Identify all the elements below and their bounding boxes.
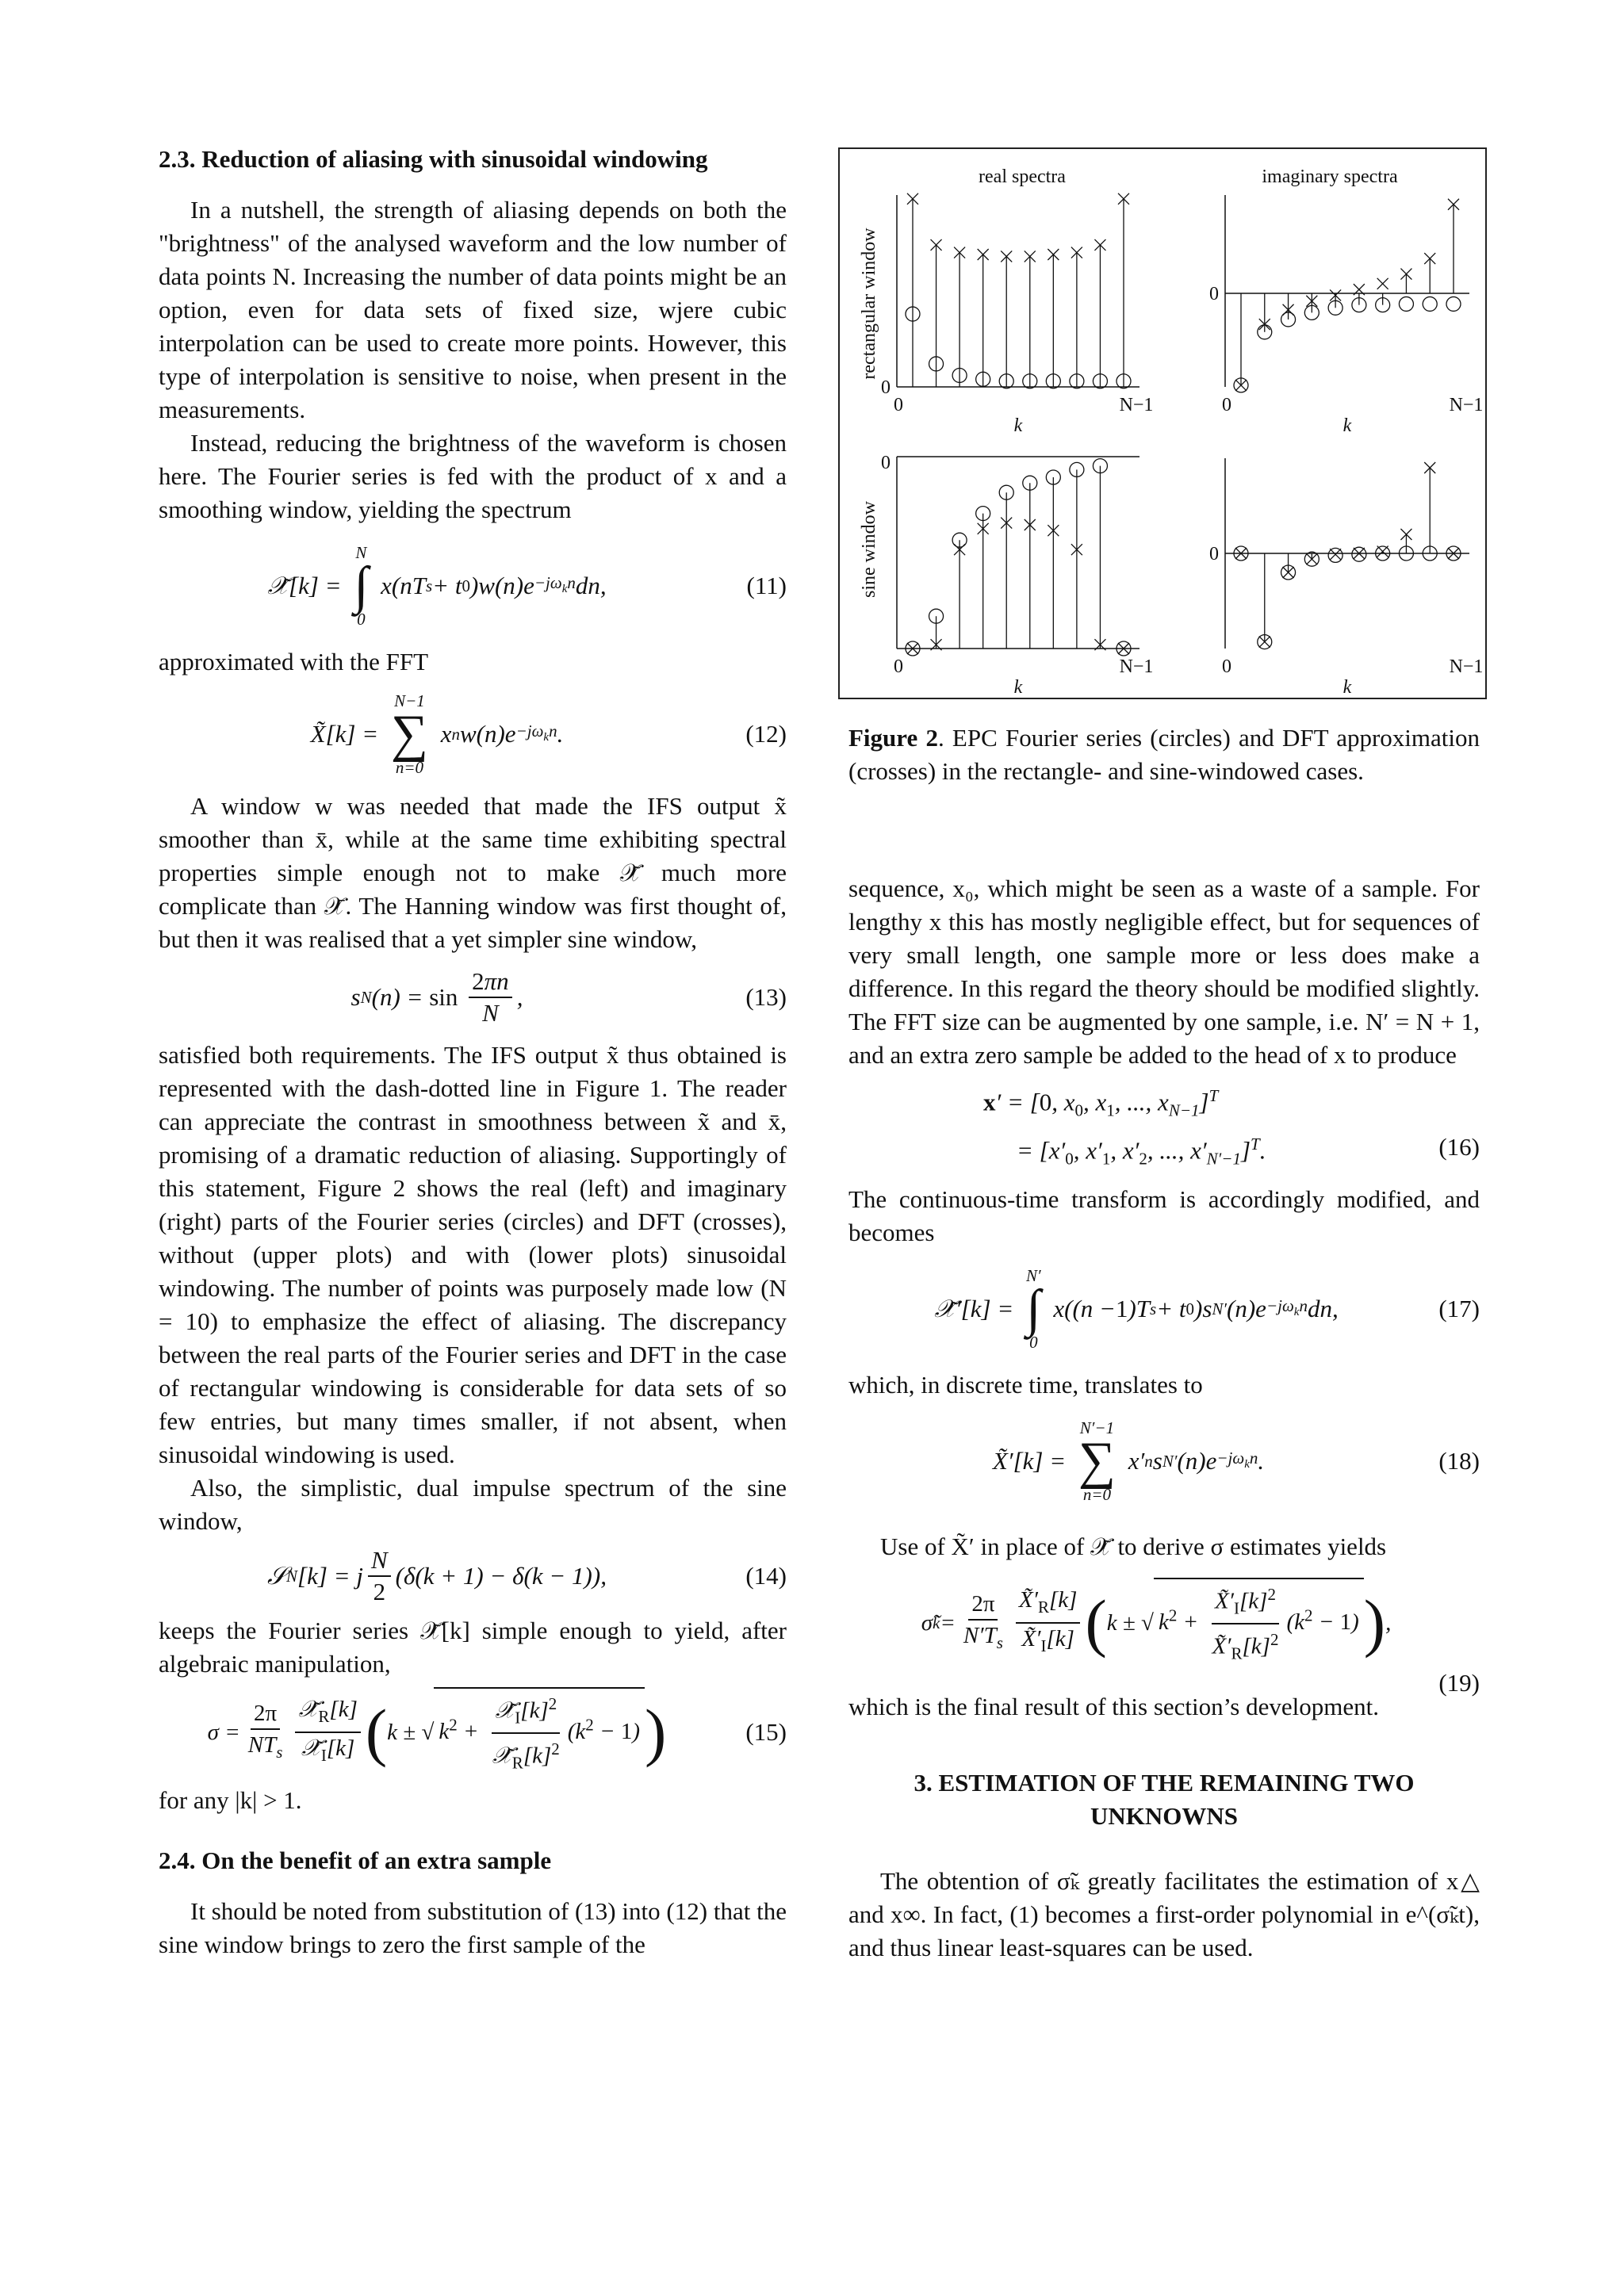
x-tick-label-end: N−1 — [1449, 395, 1484, 415]
x-tick-label-start: 0 — [894, 656, 903, 677]
equation-number: (19) — [1438, 1669, 1480, 1697]
paragraph: Also, the simplistic, dual impulse spectrum of the sine window, — [159, 1474, 787, 1535]
paragraph: satisfied both requirements. The IFS output x̃ thus obtained is represented with the dash-dotted line in Figure 1. The reader can appreciate the contrast in smoothness between x̃ and x̄, promising of a dramatic reduction of aliasing. Supportingly of this statement, Figure 2 shows the real (left) and imaginary (right) parts of the Fourier series (circles) and DFT (crosses), without (upper plots) and with (lower plots) sinusoidal windowing. The number of points was purposely made low (N = 10) to emphasize the effect of aliasing. The discrepancy between the real parts of the Fourier series and DFT in the case of rectangular windowing is considerable for data sets of so few entries, but many times smaller, if not absent, when sinusoidal windowing is used. — [159, 1041, 787, 1468]
paragraph: The obtention of σ̃ₖ greatly facilitates the estimation of x△ and x∞. In fact, (1) becomes a first-order polynomial in e^(σ̃ₖt), and thus linear least-squares can be used. — [848, 1867, 1480, 1961]
equation-number: (16) — [1438, 1133, 1480, 1161]
equation-17: 𝒳̃′[k] = N′ ∫ 0 x((n − 1 )T s + t 0 )s N′ (n)e $-j\omega_kn$ dn, (17) — [934, 1266, 1480, 1352]
figure-2 — [838, 147, 1487, 699]
plot-panels — [881, 193, 1483, 698]
caption-label: Figure 2 — [848, 724, 938, 752]
section-3-heading: 3. ESTIMATION OF THE REMAINING TWO UNKNOWNS — [914, 1769, 1415, 1830]
equation-number: (17) — [1438, 1295, 1480, 1322]
x-axis-label: k — [1342, 677, 1352, 698]
y-zero-label: 0 — [881, 453, 891, 473]
cross-marker — [1377, 278, 1388, 289]
x-axis-label: k — [1342, 415, 1352, 436]
x-tick-label-end: N−1 — [1449, 656, 1484, 677]
caption-text: . EPC Fourier series (circles) and DFT approximation (crosses) in the rectangle- and sine-windowed cases. — [848, 724, 1480, 785]
equation-18: X̃′[k] = N′−1 ∑ n=0 x′ n s N′ (n)e $-j\omega_kn$ . (18) — [992, 1418, 1480, 1504]
cross-marker — [1377, 546, 1388, 557]
x-tick-label-start: 0 — [1222, 656, 1231, 677]
paragraph: It should be noted from substitution of (13) into (12) that the sine window brings to zero the first sample of the — [159, 1897, 787, 1958]
x-axis-label: k — [1013, 677, 1023, 698]
y-zero-label: 0 — [1209, 284, 1219, 304]
y-zero-label: 0 — [881, 377, 891, 398]
paragraph: The continuous-time transform is accordingly modified, and becomes — [848, 1185, 1480, 1246]
paragraph: for any |k| > 1. — [159, 1786, 302, 1814]
cross-marker — [1330, 549, 1341, 560]
paragraph: Instead, reducing the brightness of the waveform is chosen here. The Fourier series is fed with the product of x and a smoothing window, yielding the spectrum — [159, 429, 787, 523]
paragraph: keeps the Fourier series 𝒳̃[k] simple enough to yield, after algebraic manipulation, — [159, 1617, 787, 1678]
equation-19: σ̃ k = $\frac{2\pi}{N'T_s}$ $\frac{X̃'_R[k]}{X̃'_I[k]}$ ( k ± √ $k^2$ + $\frac{X̃'_I[k]^2}{X̃'_R[k]^2}$ $(k^2 - 1)$ ) , (19) — [848, 1563, 1480, 1682]
paragraph: Use of X̃′ in place of 𝒳̃ to derive σ estimates yields — [880, 1533, 1387, 1560]
equation-14: 𝒮 N [k] = j $\frac{N}{2}$ (δ(k + 1) − δ(k − 1)), (14) — [267, 1546, 787, 1605]
paragraph: A window w was needed that made the IFS output x̃ smoother than x̄, while at the same time exhibiting spectral properties simple enough not to make 𝒳̃ much more complicate than 𝒳̄. The Hanning window was first thought of, but then it was realised that a yet simpler sine window, — [159, 792, 787, 953]
x-axis-label: k — [1013, 415, 1023, 436]
row-label-sine: sine window — [859, 501, 879, 598]
section-2-4-heading: 2.4. On the benefit of an extra sample — [159, 1846, 552, 1874]
figure-2-plots — [840, 149, 1485, 698]
equation-number: (13) — [745, 983, 787, 1011]
paragraph: In a nutshell, the strength of aliasing depends on both the "brightness" of the analysed waveform and the low number of data points N. Increasing the number of data points might be an option, even for data sets of fixed size, wjere cubic interpolation can be used to create more points. However, this type of interpolation is sensitive to noise, when present in the measurements. — [159, 196, 787, 423]
row-label-rectangular: rectangular window — [859, 228, 879, 380]
equation-11: 𝒳̃[k] = N ∫ 0 x(nT s + t 0 )w(n)e $-j\omega_kn$ dn, (11) — [267, 543, 787, 629]
equation-number: (18) — [1438, 1447, 1480, 1475]
section-2-3-heading: 2.3. Reduction of aliasing with sinusoidal windowing — [159, 145, 708, 173]
equation-15: σ = $\frac{2\pi}{NT_s}$ $\frac{𝒳̃_R[k]}{𝒳̃_I[k]}$ ( k ± √ $k^2$ + $\frac{𝒳̃_I[k]^2}{𝒳̃_R[k]^2}$ $(k^2 - 1)$ ) (15) — [159, 1681, 787, 1784]
paragraph: which is the final result of this section’s development. — [848, 1693, 1379, 1720]
col-title-imaginary: imaginary spectra — [1262, 166, 1398, 187]
x-tick-label-start: 0 — [894, 395, 903, 415]
equation-number: (15) — [745, 1718, 787, 1746]
paragraph: sequence, x₀, which might be seen as a waste of a sample. For lengthy x this has mostly negligible effect, but for sequences of very small length, one sample more or less does make a difference. In this regard the theory should be modified slightly. The FFT size can be augmented by one sample, i.e. N′ = N + 1, and an extra zero sample be added to the head of x to produce — [848, 874, 1480, 1069]
col-title-real: real spectra — [979, 166, 1066, 187]
x-tick-label-start: 0 — [1222, 395, 1231, 415]
y-zero-label: 0 — [1209, 544, 1219, 564]
left-column — [159, 143, 787, 1961]
x-tick-label-end: N−1 — [1119, 656, 1154, 677]
circle-marker — [1446, 297, 1461, 311]
equation-number: (12) — [745, 720, 787, 748]
figure-2-caption — [848, 721, 1480, 788]
equation-number: (14) — [745, 1562, 787, 1590]
right-column — [848, 872, 1480, 1965]
equation-number: (11) — [746, 572, 787, 599]
equation-16: x′ = [0, $x_0$, $x_1$, ..., $x_{N-1}]^T$ = [$x'_0$, $x'_1$, $x'_2$, ..., $x'_{N'-1}]^T$. (16) — [983, 1086, 1480, 1169]
circle-marker — [1399, 297, 1413, 311]
equation-12: X̃[k] = N−1 ∑ n=0 x n w(n)e $-j\omega_kn$ . (12) — [310, 691, 787, 777]
circle-marker — [1423, 297, 1437, 311]
paragraph: approximated with the FFT — [159, 648, 429, 675]
equation-13: s N (n) = sin $\frac{2\pi n}{N}$ , (13) — [350, 967, 787, 1027]
x-tick-label-end: N−1 — [1119, 395, 1154, 415]
paragraph: which, in discrete time, translates to — [848, 1371, 1203, 1399]
